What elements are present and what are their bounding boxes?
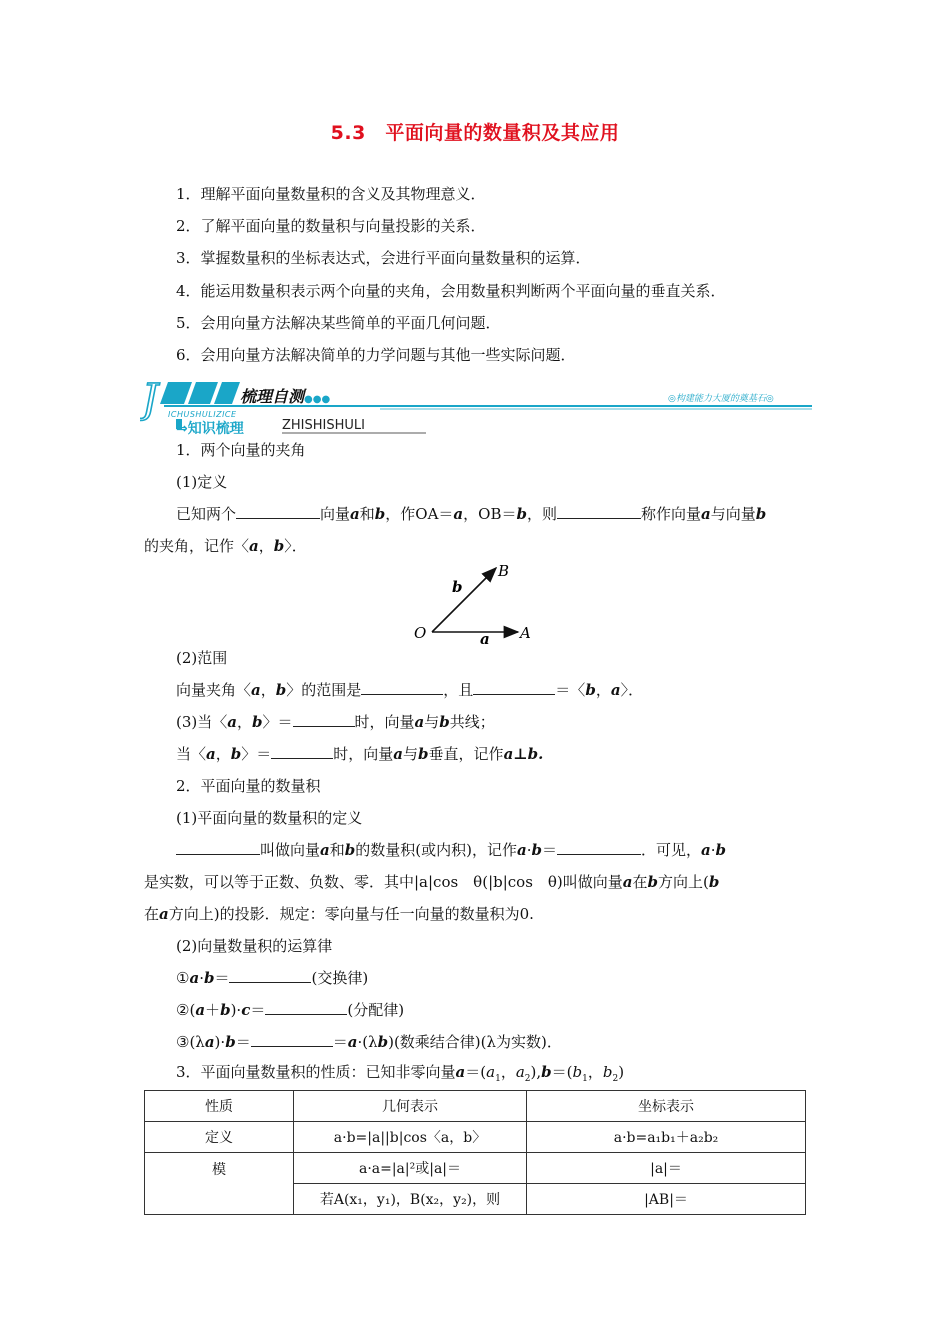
vector-b-label: b <box>452 578 463 596</box>
vector-b-arrow <box>432 568 496 632</box>
table-cell: |AB|＝ <box>527 1184 806 1215</box>
dot-product-definition-cont: 在a方向上)的投影．规定：零向量与任一向量的数量积为0. <box>144 905 534 923</box>
table-header: 坐标表示 <box>527 1091 806 1122</box>
table-cell: a·a=|a|²或|a|＝ <box>294 1153 527 1184</box>
perpendicular-line: 当〈a，b〉＝ 时，向量a与b垂直，记作a⊥b. <box>176 745 544 763</box>
table-header: 几何表示 <box>294 1091 527 1122</box>
law-commutative: ①a·b＝ (交换律) <box>176 969 369 987</box>
subsection-heading: (2)范围 <box>176 649 228 667</box>
table-cell: 若A(x₁，y₁)，B(x₂，y₂)，则 <box>294 1184 527 1215</box>
point-O-label: O <box>414 624 427 642</box>
banner-tag: ⇒知识梳理 <box>176 421 244 437</box>
table-cell: 模 <box>145 1153 294 1215</box>
definition-line: 已知两个 向量a和b，作OA＝a，OB＝b，则 称作向量a与向量b <box>176 505 767 523</box>
section-heading: 1．两个向量的夹角 <box>176 441 306 459</box>
table-cell: 定义 <box>145 1122 294 1153</box>
subsection-heading: (1)定义 <box>176 473 228 491</box>
banner-pinyin: ZHISHISHULI <box>282 418 365 433</box>
objective-item: 2．了解平面向量的数量积与向量投影的关系． <box>176 217 486 235</box>
section-heading: 2．平面向量的数量积 <box>176 777 321 795</box>
objective-item: 1．理解平面向量数量积的含义及其物理意义． <box>176 185 486 203</box>
vector-a-label: a <box>480 630 490 648</box>
banner-subtitle: ICHUSHULIZICE <box>168 410 237 419</box>
vector-angle-diagram <box>410 558 540 648</box>
definition-line-cont: 的夹角，记作〈a，b〉． <box>144 537 307 555</box>
objective-item: 6．会用向量方法解决简单的力学问题与其他一些实际问题． <box>176 346 576 364</box>
law-distributive: ②(a＋b)·c＝ (分配律) <box>176 1001 405 1019</box>
dot-product-definition: 叫做向量a和b的数量积(或内积)，记作a·b＝ ．可见，a·b <box>176 840 726 860</box>
objective-item: 5．会用向量方法解决某些简单的平面几何问题． <box>176 314 501 332</box>
subsection-heading: (2)向量数量积的运算律 <box>176 937 333 955</box>
svg-text:J: J <box>142 376 159 422</box>
table-header: 性质 <box>145 1091 294 1122</box>
table-cell: a·b=a₁b₁＋a₂b₂ <box>527 1122 806 1153</box>
subsection-heading: (1)平面向量的数量积的定义 <box>176 809 363 827</box>
table-row <box>145 1153 806 1184</box>
table-row <box>145 1122 806 1153</box>
collinear-line: (3)当〈a，b〉＝ 时，向量a与b共线； <box>176 713 495 731</box>
table-cell: |a|＝ <box>527 1153 806 1184</box>
dot-product-definition-cont: 是实数，可以等于正数、负数、零．其中|a|cos θ(|b|cos θ)叫做向量a在b方向上(b <box>144 873 720 891</box>
objective-item: 3．掌握数量积的坐标表达式，会进行平面向量数量积的运算． <box>176 249 591 267</box>
page-title: 5.3 平面向量的数量积及其应用 <box>330 122 620 144</box>
objective-item: 4．能运用数量积表示两个向量的夹角，会用数量积判断两个平面向量的垂直关系． <box>176 282 726 300</box>
range-line: 向量夹角〈a，b〉的范围是 ，且 ＝〈b，a〉． <box>176 681 644 699</box>
law-associative: ③(λa)·b＝ ＝a·(λb)(数乘结合律)(λ为实数)． <box>176 1033 562 1051</box>
table-header-row <box>145 1091 806 1122</box>
section-heading: 3．平面向量数量积的性质：已知非零向量$a=(a_1$，$a_2),b=(b_1$，$b_2$) <box>176 1063 625 1084</box>
point-A-label: A <box>520 624 531 642</box>
table-cell: a·b=|a||b|cos〈a，b〉 <box>294 1122 527 1153</box>
properties-table <box>144 1090 806 1215</box>
banner-title: 梳理自测●●● <box>240 387 331 406</box>
point-B-label: B <box>498 562 510 580</box>
banner-slogan: ◎构建能力大厦的奠基石◎ <box>668 394 774 404</box>
